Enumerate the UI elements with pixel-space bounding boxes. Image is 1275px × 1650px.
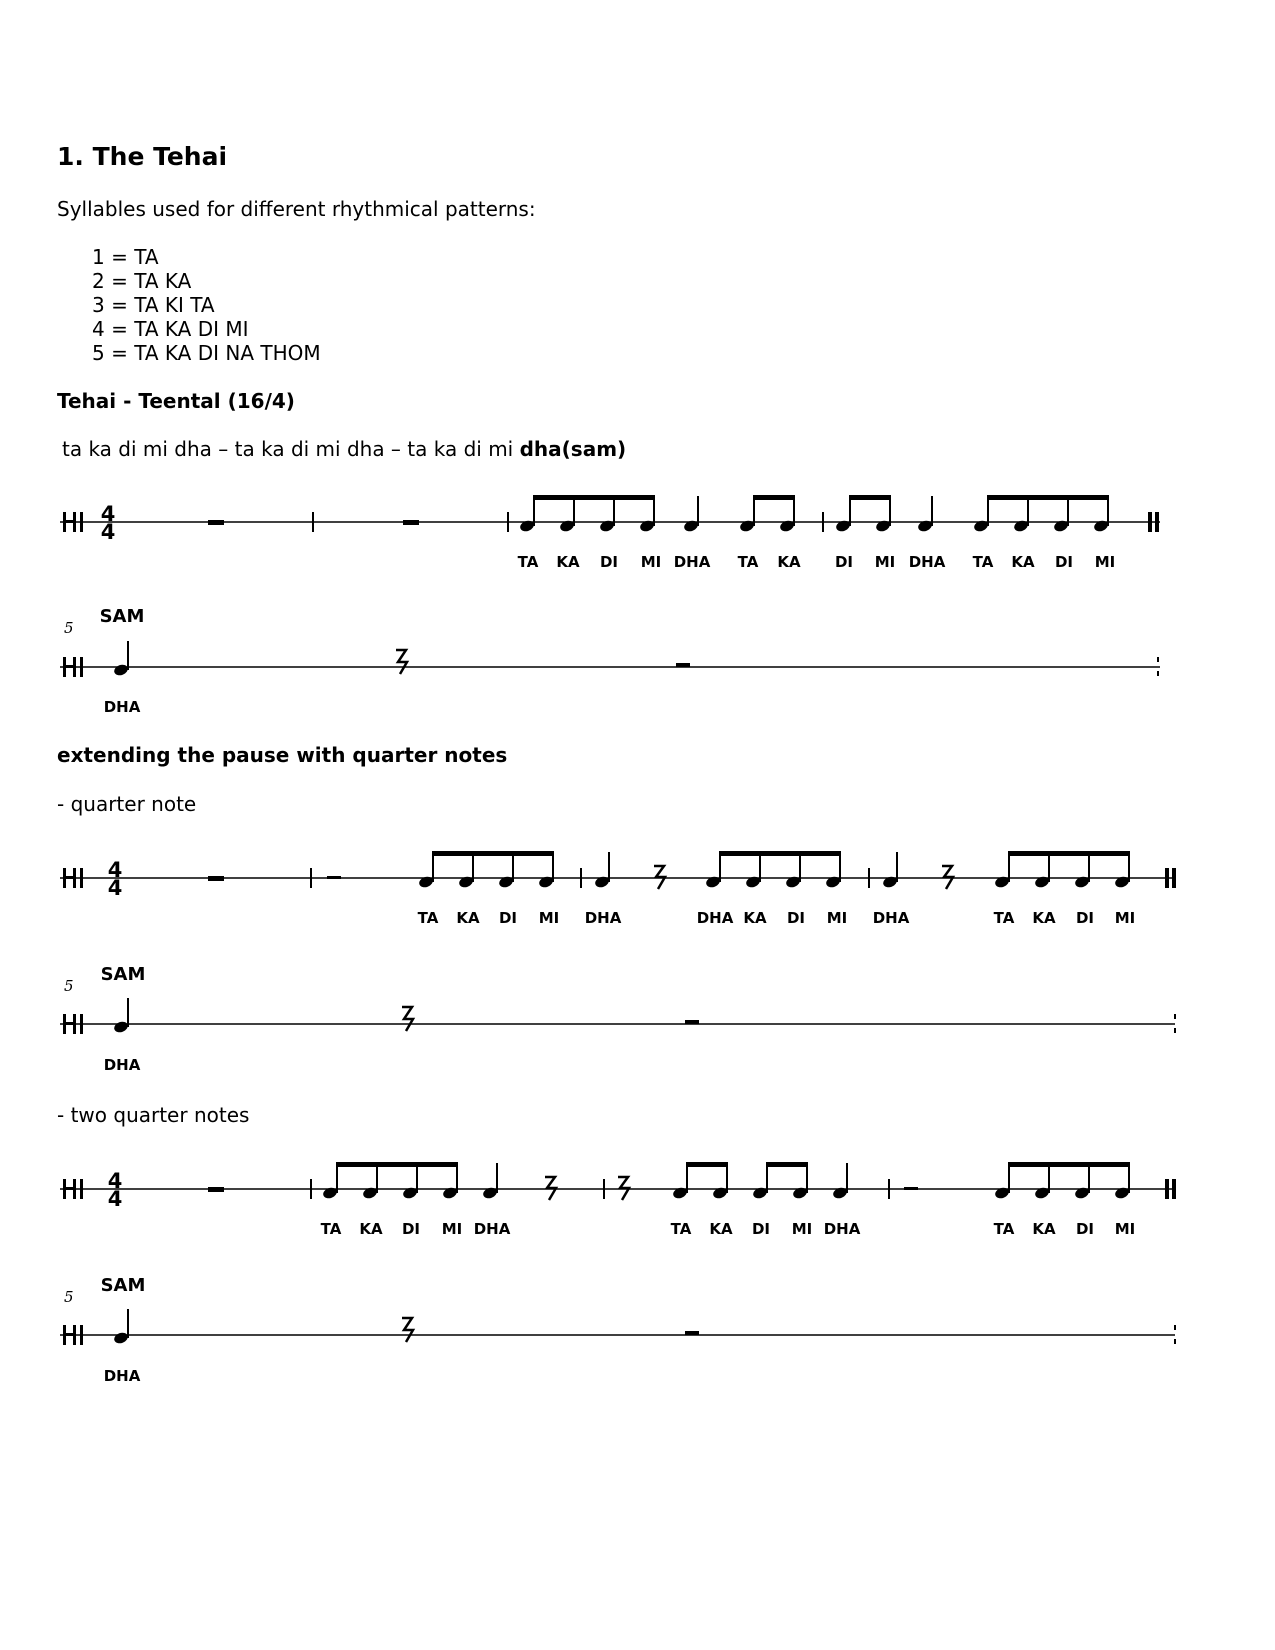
lyric: DI xyxy=(401,1220,421,1238)
quarter-rest-icon xyxy=(396,650,407,674)
quarter-note xyxy=(113,1309,130,1345)
lyric: KA xyxy=(709,1220,733,1238)
lyric: DHA xyxy=(872,909,910,927)
rhythm-staff-two-quarter-sam xyxy=(0,1268,1275,1388)
lyric: KA xyxy=(743,909,767,927)
quarter-rest-icon xyxy=(618,1177,629,1200)
barline xyxy=(580,868,582,888)
syllable-line: 1 = TA xyxy=(92,245,159,269)
lyric: DHA xyxy=(473,1220,511,1238)
lyric: TA xyxy=(517,553,539,571)
lyric: MI xyxy=(874,553,896,571)
percussion-clef-icon xyxy=(63,512,83,532)
half-rest-icon xyxy=(685,1020,699,1024)
lyric: DI xyxy=(751,1220,771,1238)
section-heading-extend: extending the pause with quarter notes xyxy=(57,743,508,767)
quarter-note xyxy=(832,1163,849,1200)
eighth-note-group xyxy=(418,851,555,889)
percussion-clef-icon xyxy=(63,1179,83,1199)
lyric: DHA xyxy=(103,1367,141,1385)
sam-marker: SAM xyxy=(99,606,145,627)
eighth-note-group xyxy=(739,495,796,533)
half-rest-icon xyxy=(327,876,341,879)
lyric: TA xyxy=(320,1220,342,1238)
lyric: DHA xyxy=(673,553,711,571)
time-signature-bottom: 4 xyxy=(107,1187,123,1211)
page-title: 1. The Tehai xyxy=(57,142,228,171)
syllable-line: 2 = TA KA xyxy=(92,269,192,293)
lyric: MI xyxy=(538,909,560,927)
time-signature-top: 4 xyxy=(107,1169,123,1193)
eighth-note-group xyxy=(973,495,1110,533)
lyric: MI xyxy=(441,1220,463,1238)
lyric: TA xyxy=(670,1220,692,1238)
eighth-note-group xyxy=(752,1162,809,1200)
time-signature-top: 4 xyxy=(107,858,123,882)
syllable-line: 5 = TA KA DI NA THOM xyxy=(92,341,321,365)
lyric: DI xyxy=(834,553,854,571)
lyric: DI xyxy=(1054,553,1074,571)
eighth-note-group xyxy=(322,1162,459,1200)
section-heading-teental: Tehai - Teental (16/4) xyxy=(57,389,295,413)
subheading-two-quarter: - two quarter notes xyxy=(57,1103,250,1127)
half-rest-icon xyxy=(208,1187,224,1192)
lyric: MI xyxy=(826,909,848,927)
eighth-note-group xyxy=(994,851,1131,889)
lyric: TA xyxy=(993,1220,1015,1238)
half-rest-icon xyxy=(208,520,224,525)
lyric: KA xyxy=(359,1220,383,1238)
half-rest-icon xyxy=(904,1187,918,1190)
barline xyxy=(603,1179,605,1199)
measure-number: 5 xyxy=(64,619,74,637)
barline xyxy=(1174,1325,1176,1330)
lyric: KA xyxy=(777,553,801,571)
eighth-note-group xyxy=(705,851,842,889)
quarter-note xyxy=(113,641,130,677)
time-signature-bottom: 4 xyxy=(100,520,116,544)
rhythm-staff-teental-sam xyxy=(0,600,1275,720)
lyric: DHA xyxy=(103,698,141,716)
lyric: MI xyxy=(1094,553,1116,571)
barline xyxy=(310,1179,312,1199)
lyric: MI xyxy=(1114,1220,1136,1238)
lyric: DI xyxy=(1075,1220,1095,1238)
lyric: TA xyxy=(417,909,439,927)
quarter-rest-icon xyxy=(545,1177,556,1200)
quarter-note xyxy=(683,496,700,533)
eighth-note-group xyxy=(672,1162,729,1200)
lyric: DHA xyxy=(584,909,622,927)
half-rest-icon xyxy=(403,520,419,525)
lyric: DHA xyxy=(103,1056,141,1074)
barline xyxy=(312,512,314,532)
lyric: DHA xyxy=(908,553,946,571)
half-rest-icon xyxy=(208,876,224,881)
lyric: DI xyxy=(1075,909,1095,927)
barline xyxy=(868,868,870,888)
lyric: MI xyxy=(791,1220,813,1238)
lyric: TA xyxy=(972,553,994,571)
barline xyxy=(507,512,509,532)
barline xyxy=(1157,657,1159,662)
lyric: DI xyxy=(786,909,806,927)
barline xyxy=(310,868,312,888)
rhythm-staff-two-quarter xyxy=(0,1156,1275,1246)
barline xyxy=(822,512,824,532)
intro-text: Syllables used for different rhythmical patterns: xyxy=(57,197,536,221)
eighth-note-group xyxy=(835,495,892,533)
lyric: KA xyxy=(1011,553,1035,571)
measure-number: 5 xyxy=(64,1288,74,1306)
eighth-note-group xyxy=(519,495,656,533)
percussion-clef-icon xyxy=(63,657,83,677)
quarter-note xyxy=(917,496,934,533)
lyric: DI xyxy=(498,909,518,927)
lyric: MI xyxy=(640,553,662,571)
quarter-rest-icon xyxy=(654,866,665,889)
quarter-note xyxy=(882,852,899,889)
quarter-note xyxy=(482,1163,499,1200)
subheading-one-quarter: - quarter note xyxy=(57,792,197,816)
rhythm-staff-one-quarter-sam xyxy=(0,957,1275,1077)
quarter-rest-icon xyxy=(942,866,953,889)
lyric: KA xyxy=(556,553,580,571)
rhythm-staff-one-quarter xyxy=(0,845,1275,935)
tehai-phrase-text: ta ka di mi dha – ta ka di mi dha – ta ka di mi xyxy=(62,437,520,461)
measure-number: 5 xyxy=(64,977,74,995)
quarter-note xyxy=(594,852,611,889)
lyric: DI xyxy=(599,553,619,571)
sam-marker: SAM xyxy=(100,964,146,985)
lyric: MI xyxy=(1114,909,1136,927)
eighth-note-group xyxy=(994,1162,1131,1200)
time-signature-top: 4 xyxy=(100,502,116,526)
lyric: TA xyxy=(737,553,759,571)
lyric: DHA xyxy=(696,909,734,927)
lyric: KA xyxy=(456,909,480,927)
percussion-clef-icon xyxy=(63,1014,83,1034)
syllable-line: 3 = TA KI TA xyxy=(92,293,215,317)
percussion-clef-icon xyxy=(63,1325,83,1345)
lyric: DHA xyxy=(823,1220,861,1238)
quarter-note xyxy=(113,998,130,1034)
lyric: KA xyxy=(1032,1220,1056,1238)
half-rest-icon xyxy=(676,663,690,667)
barline xyxy=(888,1179,890,1199)
lyric: TA xyxy=(993,909,1015,927)
tehai-phrase xyxy=(62,437,626,461)
tehai-phrase-sam: dha(sam) xyxy=(519,437,627,461)
half-rest-icon xyxy=(685,1331,699,1335)
syllable-line: 4 = TA KA DI MI xyxy=(92,317,249,341)
quarter-rest-icon xyxy=(402,1318,413,1342)
time-signature-bottom: 4 xyxy=(107,876,123,900)
sam-marker: SAM xyxy=(100,1275,146,1296)
rhythm-staff-teental xyxy=(0,490,1275,580)
barline xyxy=(1174,1014,1176,1019)
percussion-clef-icon xyxy=(63,868,83,888)
quarter-rest-icon xyxy=(402,1007,413,1031)
lyric: KA xyxy=(1032,909,1056,927)
